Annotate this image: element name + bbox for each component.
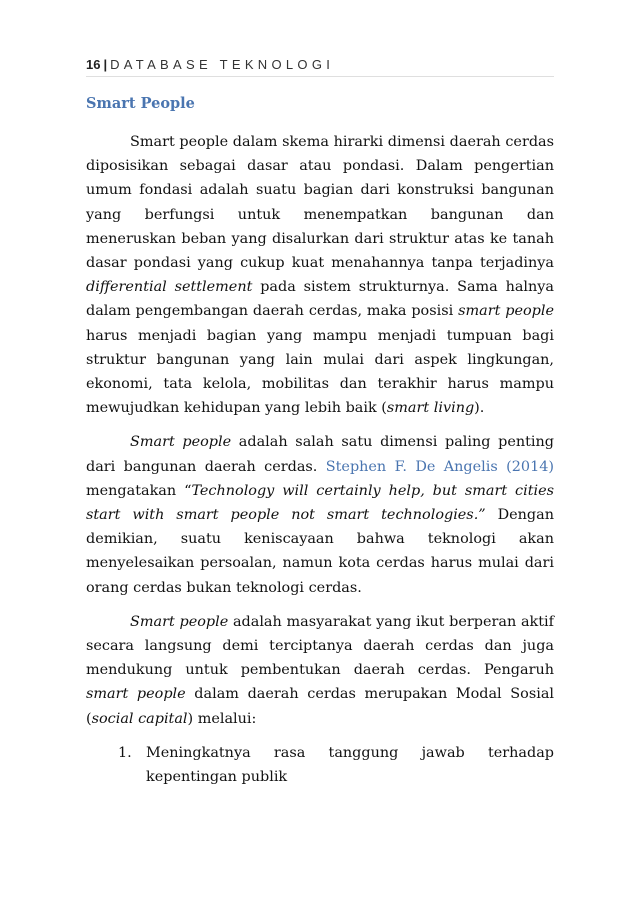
citation-link[interactable]: Stephen F. De Angelis (2014) xyxy=(325,458,555,475)
paragraph-3: Smart people adalah masyarakat yang ikut berperan aktif secara langsung demi terciptanya daerah cerdas dan juga mendukung untuk pembentukan daerah cerdas. Pengaruh smart people dalam daerah cerdas merupakan Modal Sosial (social capital) melalui: xyxy=(86,613,554,727)
running-title: DATABASE TEKNOLOGI xyxy=(110,57,335,72)
list-item-text: Meningkatnya rasa tanggung jawab terhadap kepentingan publik xyxy=(146,744,554,786)
header-separator: | xyxy=(103,57,108,72)
list-number: 1. xyxy=(118,744,132,761)
numbered-list xyxy=(86,741,554,789)
page-number: 16 xyxy=(86,57,101,72)
paragraph-2: Smart people adalah salah satu dimensi paling penting dari bangunan daerah cerdas. Stephen F. De Angelis (2014) mengatakan “Technology will certainly help, but smart cities start with smart people not smart technologies.” Dengan demikian, suatu keniscayaan bahwa teknologi akan menyelesaikan persoalan, namun kota cerdas harus mulai dari orang cerdas bukan teknologi cerdas. xyxy=(86,434,555,596)
body-text xyxy=(86,130,554,789)
paragraph-1: Smart people dalam skema hirarki dimensi daerah cerdas diposisikan sebagai dasar atau pondasi. Dalam pengertian umum fondasi adalah suatu bagian dari konstruksi bangunan yang berfungsi untuk menempatkan bangunan dan meneruskan beban yang disalurkan dari struktur atas ke tanah dasar pondasi yang cukup kuat menahannya tanpa terjadinya differential settlement pada sistem strukturnya. Sama halnya dalam pengembangan daerah cerdas, maka posisi smart people harus menjadi bagian yang mampu menjadi tumpuan bagi struktur bangunan yang lain mulai dari aspek lingkungan, ekonomi, tata kelola, mobilitas dan terakhir harus mampu mewujudkan kehidupan yang lebih baik (smart living). xyxy=(86,134,554,417)
list-item xyxy=(86,741,554,789)
section-title: Smart People xyxy=(86,95,195,112)
page-header xyxy=(86,57,554,77)
